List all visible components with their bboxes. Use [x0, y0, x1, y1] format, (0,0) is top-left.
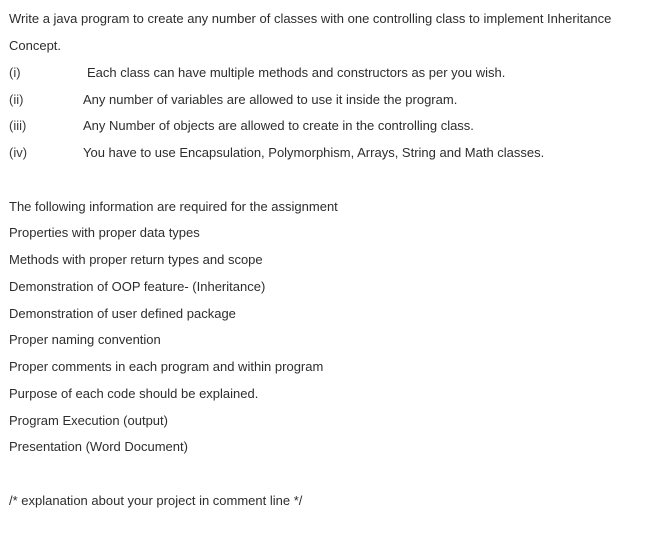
list-item-text: Any number of variables are allowed to use it inside the program. — [83, 92, 458, 107]
list-item-number: (ii) — [9, 92, 24, 107]
intro-line-1: Write a java program to create any number of classes with one controlling class to implement Inheritance — [9, 11, 612, 26]
requirement-item: Proper comments in each program and within program — [9, 359, 324, 374]
list-item-number: (iii) — [9, 118, 27, 133]
list-item-text: Any Number of objects are allowed to create in the controlling class. — [83, 118, 474, 133]
requirement-item: Presentation (Word Document) — [9, 439, 188, 454]
list-item-number: (i) — [9, 65, 21, 80]
requirement-item: Proper naming convention — [9, 332, 161, 347]
requirements-heading: The following information are required for the assignment — [9, 199, 338, 214]
list-item-text: Each class can have multiple methods and constructors as per you wish. — [87, 65, 506, 80]
requirement-item: Program Execution (output) — [9, 413, 168, 428]
requirement-item: Demonstration of user defined package — [9, 306, 236, 321]
requirement-item: Purpose of each code should be explained. — [9, 386, 259, 401]
comment-line: /* explanation about your project in comment line */ — [9, 493, 303, 508]
requirement-item: Demonstration of OOP feature- (Inheritance) — [9, 279, 266, 294]
list-item-number: (iv) — [9, 145, 28, 160]
requirement-item: Methods with proper return types and scope — [9, 252, 263, 267]
requirement-item: Properties with proper data types — [9, 225, 200, 240]
intro-line-2: Concept. — [9, 38, 62, 53]
list-item-text: You have to use Encapsulation, Polymorphism, Arrays, String and Math classes. — [83, 145, 545, 160]
